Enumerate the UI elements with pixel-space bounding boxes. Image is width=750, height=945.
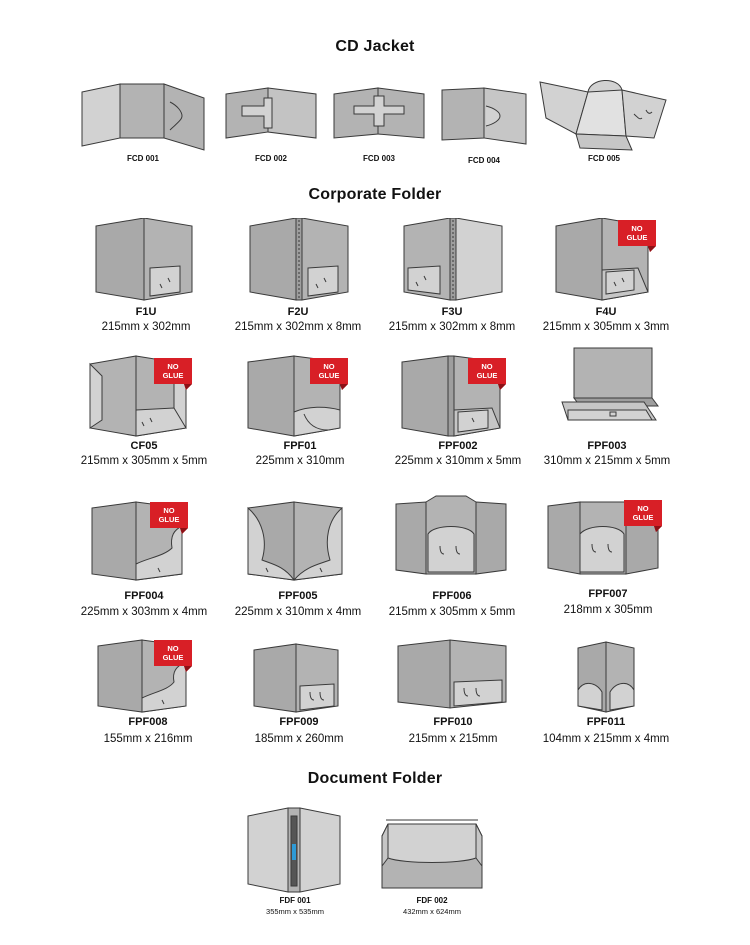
product-fcd-005[interactable] — [536, 74, 672, 170]
product-size: 215mm x 305mm x 5mm — [80, 455, 208, 467]
product-size: 215mm x 305mm x 5mm — [388, 606, 516, 618]
product-code: FPF007 — [588, 588, 628, 600]
product-fpf004[interactable] — [78, 500, 210, 624]
product-code: FDF 002 — [416, 896, 448, 905]
product-code: FDF 001 — [279, 896, 311, 905]
fpf007-illustration — [542, 494, 674, 584]
fcd-002-illustration — [222, 84, 320, 144]
product-fcd-004[interactable] — [438, 84, 530, 170]
svg-text:GLUE: GLUE — [626, 233, 648, 242]
product-code: FCD 004 — [467, 156, 500, 165]
fpf01-illustration — [236, 354, 364, 438]
product-fpf002[interactable] — [392, 354, 524, 474]
product-size: 432mm x 624mm — [403, 907, 461, 916]
product-code: FPF008 — [128, 716, 168, 728]
product-fpf007[interactable] — [542, 494, 674, 624]
section-title-cd-jacket: CD Jacket — [335, 38, 415, 55]
product-size: 215mm x 305mm x 3mm — [542, 321, 670, 333]
fpf003-illustration — [540, 344, 674, 436]
product-code: FCD 001 — [126, 154, 159, 163]
product-f2u[interactable] — [232, 218, 364, 338]
product-fpf009[interactable] — [240, 642, 358, 750]
product-f4u[interactable] — [540, 218, 672, 338]
svg-text:GLUE: GLUE — [318, 371, 340, 380]
fcd-004-illustration — [438, 84, 530, 148]
product-code: CF05 — [130, 440, 158, 452]
cf05-illustration — [78, 354, 210, 438]
fpf011-illustration — [540, 640, 672, 714]
svg-text:NO: NO — [167, 644, 179, 653]
product-fpf01[interactable] — [236, 354, 364, 474]
svg-text:GLUE: GLUE — [158, 515, 180, 524]
svg-text:NO: NO — [631, 224, 643, 233]
svg-text:GLUE: GLUE — [476, 371, 498, 380]
product-code: F3U — [441, 306, 463, 318]
product-code: F2U — [287, 306, 309, 318]
product-fpf006[interactable] — [386, 494, 518, 624]
product-f3u[interactable] — [386, 218, 518, 338]
product-size: 155mm x 216mm — [103, 733, 193, 745]
product-fpf008[interactable] — [82, 638, 214, 750]
product-fpf005[interactable] — [232, 500, 364, 624]
product-fcd-003[interactable] — [330, 84, 428, 170]
section-title-corporate-folder: Corporate Folder — [308, 186, 442, 203]
fpf010-illustration — [390, 638, 516, 714]
product-fpf010[interactable] — [390, 638, 516, 750]
product-size: 215mm x 302mm — [101, 321, 191, 333]
svg-text:GLUE: GLUE — [162, 653, 184, 662]
product-cf05[interactable] — [78, 354, 210, 474]
product-fdf-002[interactable] — [378, 814, 486, 922]
product-code: FPF010 — [433, 716, 473, 728]
fcd-005-illustration — [536, 74, 672, 152]
product-code: FCD 005 — [587, 154, 620, 163]
product-code: FPF004 — [124, 590, 164, 602]
product-code: FCD 002 — [254, 154, 287, 163]
f2u-illustration — [232, 218, 364, 302]
product-code: FPF011 — [586, 716, 626, 728]
fpf004-illustration — [78, 500, 210, 584]
product-size: 215mm x 302mm x 8mm — [388, 321, 516, 333]
fpf006-illustration — [386, 494, 518, 584]
svg-text:GLUE: GLUE — [162, 371, 184, 380]
product-size: 218mm x 305mm — [563, 604, 653, 616]
product-size: 225mm x 310mm x 5mm — [394, 455, 522, 467]
product-fdf-001[interactable] — [240, 806, 350, 922]
product-fpf003[interactable] — [540, 344, 674, 474]
f4u-illustration — [540, 218, 672, 302]
product-fcd-002[interactable] — [222, 84, 320, 170]
product-code: FPF003 — [587, 440, 627, 452]
svg-text:GLUE: GLUE — [632, 513, 654, 522]
fpf009-illustration — [240, 642, 358, 714]
product-size: 225mm x 310mm x 4mm — [234, 606, 362, 618]
svg-text:NO: NO — [637, 504, 649, 513]
product-code: FPF01 — [283, 440, 317, 452]
product-size: 225mm x 303mm x 4mm — [80, 606, 208, 618]
product-fpf011[interactable] — [540, 640, 672, 750]
product-code: FCD 003 — [362, 154, 395, 163]
product-f1u[interactable] — [84, 218, 208, 338]
product-code: FPF002 — [438, 440, 478, 452]
product-size: 185mm x 260mm — [254, 733, 344, 745]
svg-text:NO: NO — [481, 362, 493, 371]
product-size: 310mm x 215mm x 5mm — [543, 455, 671, 467]
f3u-illustration — [386, 218, 518, 302]
product-code: FPF006 — [432, 590, 472, 602]
product-fcd-001[interactable] — [78, 80, 208, 170]
product-size: 355mm x 535mm — [266, 907, 324, 916]
fpf008-illustration — [82, 638, 214, 714]
fpf005-illustration — [232, 500, 364, 584]
product-code: F1U — [135, 306, 157, 318]
product-code: F4U — [595, 306, 617, 318]
fcd-003-illustration — [330, 84, 428, 144]
svg-text:NO: NO — [167, 362, 179, 371]
product-size: 225mm x 310mm — [255, 455, 345, 467]
svg-text:NO: NO — [163, 506, 175, 515]
fdf-001-illustration — [240, 806, 350, 894]
fcd-001-illustration — [78, 80, 208, 152]
fpf002-illustration — [392, 354, 524, 438]
f1u-illustration — [84, 218, 208, 302]
product-size: 104mm x 215mm x 4mm — [542, 733, 670, 745]
product-code: FPF005 — [278, 590, 318, 602]
section-title-document-folder: Document Folder — [307, 770, 443, 787]
product-code: FPF009 — [279, 716, 319, 728]
fdf-002-illustration — [378, 814, 486, 894]
svg-text:NO: NO — [323, 362, 335, 371]
product-size: 215mm x 302mm x 8mm — [234, 321, 362, 333]
product-size: 215mm x 215mm — [408, 733, 498, 745]
